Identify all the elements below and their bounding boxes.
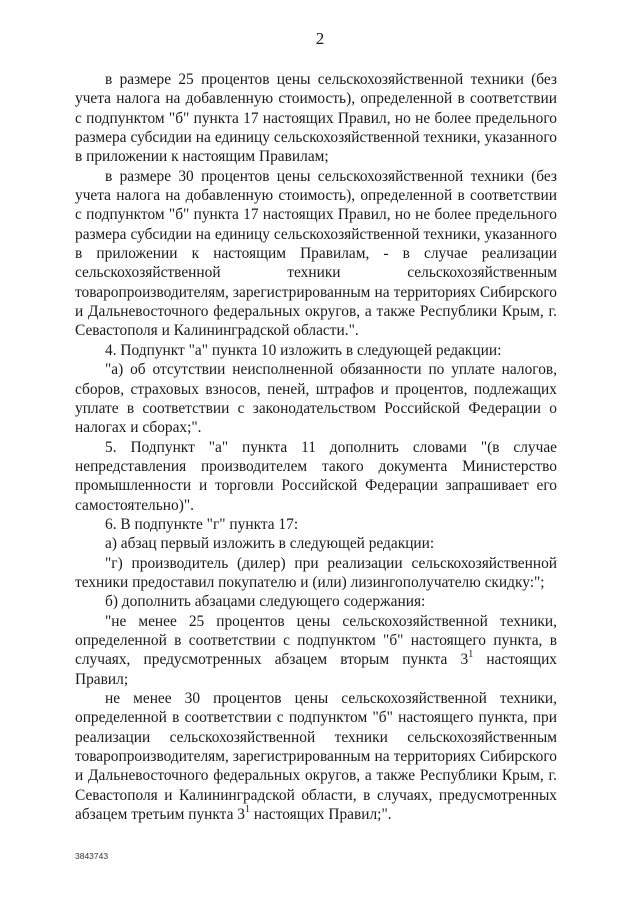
text-segment: настоящих Правил;". [249, 806, 392, 824]
text-segment: настоящих Правил; [75, 651, 557, 688]
text-segment: не менее 30 процентов цены сельскохозяйственной техники, определенной в соответствии с подпунктом "б" настоящего пункта, при реализации сельскохозяйственной техники сельскохозяйственным товаропроизводителям, зарегистрированным на территориях Сибирского и Дальневосточного федеральных округов, а также Республики Крым, г. Севастополя и Калининградской области, в случаях, предусмотренных абзацем третьим пункта 3 [75, 690, 557, 824]
text-segment: "не менее 25 процентов цены сельскохозяйственной техники, определенной в соответствии с подпунктом "б" настоящего пункта, в случаях, предусмотренных абзацем вторым пункта 3 [75, 612, 557, 669]
paragraph-item-4: 4. Подпункт "а" пункта 10 изложить в следующей редакции: [105, 341, 502, 359]
paragraph-item-6b: б) дополнить абзацами следующего содержания: [105, 593, 426, 611]
paragraph-item-5: 5. Подпункт "а" пункта 11 дополнить словами "(в случае непредставления производителем такого документа Министерство промышленности и торговли Российской Федерации запрашивает его самостоятельно)". [75, 438, 557, 514]
paragraph-item-6a-text: "г) производитель (дилер) при реализации сельскохозяйственной техники предоставил покупателю и (или) лизингополучателю скидку:"; [75, 554, 557, 591]
paragraph-not-less-30 [75, 689, 557, 824]
page-number: 2 [315, 29, 325, 48]
paragraph-item-4-text: "а) об отсутствии неисполненной обязанности по уплате налогов, сборов, страховых взносов, пеней, штрафов и процентов, подлежащих уплате в соответствии с законодательством Российской Федерации о налогах и сборах;". [75, 361, 557, 437]
superscript: 1 [468, 649, 474, 661]
superscript: 1 [244, 803, 250, 815]
paragraph-item-6a: а) абзац первый изложить в следующей редакции: [105, 535, 435, 553]
paragraph-item-6: 6. В подпункте "г" пункта 17: [105, 515, 299, 533]
paragraph-not-less-25 [75, 612, 557, 689]
paragraph-subsidy-25: в размере 25 процентов цены сельскохозяйственной техники (без учета налога на добавленную стоимость), определенной в соответствии с подпунктом "б" пункта 17 настоящих Правил, но не более предельного размера субсидии на единицу сельскохозяйственной техники, указанного в приложении к настоящим Правилам; [75, 71, 557, 166]
paragraph-subsidy-30: в размере 30 процентов цены сельскохозяйственной техники (без учета налога на добавленную стоимость), определенной в соответствии с подпунктом "б" пункта 17 настоящих Правил, но не более предельного размера субсидии на единицу сельскохозяйственной техники, указанного в приложении к настоящим Правилам, - в случае реализации сельскохозяйственной техники сельскохозяйственным товаропроизводителям, зарегистрированным на территориях Сибирского и Дальневосточного федеральных округов, а также Республики Крым, г. Севастополя и Калининградской области.". [75, 167, 557, 340]
document-body [75, 70, 557, 824]
document-code: 3843743 [75, 851, 109, 861]
